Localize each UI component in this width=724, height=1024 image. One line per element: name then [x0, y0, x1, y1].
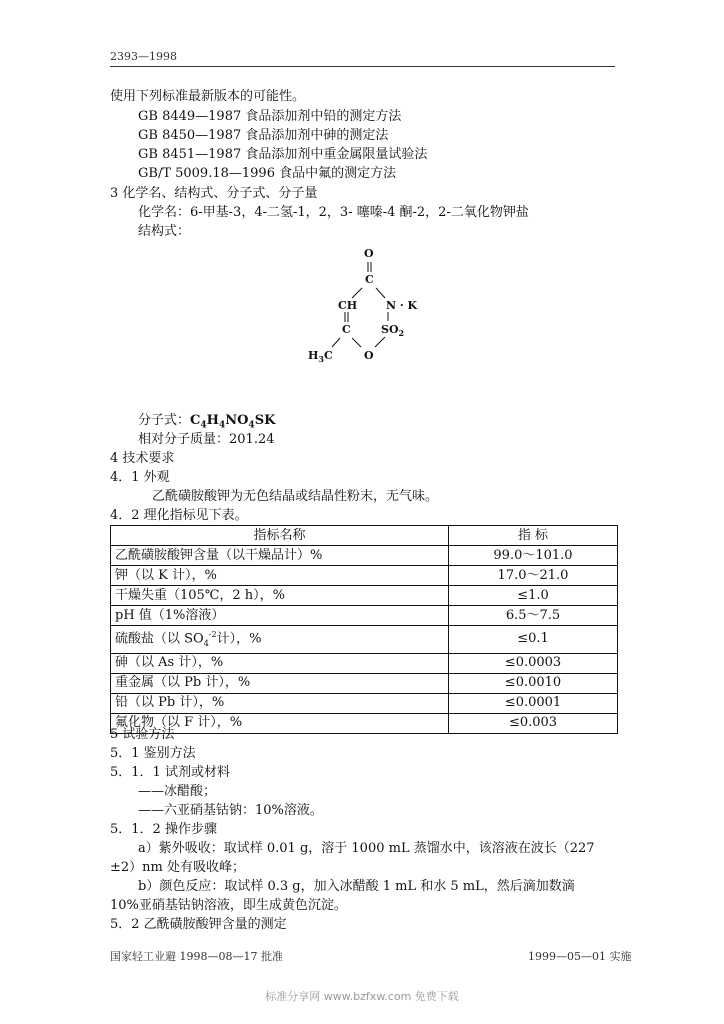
row-value: ≤0.0010 [449, 673, 618, 693]
refs-intro: 使用下列标准最新版本的可能性。 [110, 89, 306, 104]
row-value: ≤0.003 [449, 713, 618, 733]
row-name: 钾（以 K 计），% [111, 566, 449, 586]
ref-item: GB 8449—1987 食品添加剂中铅的测定方法 [138, 109, 402, 124]
row-name: 铅（以 Pb 计），% [111, 693, 449, 713]
table-row [111, 566, 618, 586]
bond-c-o [352, 338, 361, 347]
table-row [111, 693, 618, 713]
step-a-line1: a）紫外吸收：取试样 0.01 g，溶于 1000 mL 蒸馏水中，该溶液在波长（227 [138, 841, 595, 856]
row-value: 99.0～101.0 [449, 546, 618, 566]
appearance-text: 乙酰磺胺酸钾为无色结晶或结晶性粉末，无气味。 [152, 489, 439, 504]
bond-c-n [376, 288, 385, 298]
molecular-mass: 相对分子质量：201.24 [138, 432, 275, 447]
table-row [111, 606, 618, 626]
table-row [111, 546, 618, 566]
row-name: 硫酸盐（以 $SO_4^{-2}$计），% [111, 626, 449, 654]
col-header-value: 指 标 [449, 526, 618, 546]
section-5-1-1-title: 5．1．1 试剂或材料 [110, 765, 230, 780]
molecular-formula: 分子式：$C_4H_4NO_4SK$ [138, 413, 276, 431]
ref-item: GB 8451—1987 食品添加剂中重金属限量试验法 [138, 147, 428, 162]
structure-label: 结构式： [138, 224, 191, 239]
chem-name: 化学名：6-甲基-3，4-二氢-1，2，3- 噻嗪-4 酮-2，2-二氧化物钾盐 [138, 205, 529, 220]
atom-ch: CH [338, 299, 358, 312]
section-4-2-title: 4．2 理化指标见下表。 [110, 508, 248, 523]
doc-code: 2393—1998 [110, 50, 177, 63]
bond-c-ch3 [332, 338, 340, 347]
table-row [111, 626, 618, 654]
approval-date: 国家轻工业避 1998—08—17 批准 [110, 950, 283, 963]
table-row [111, 586, 618, 606]
atom-nk: N · K [386, 299, 418, 312]
atom-o-bottom: O [364, 349, 374, 362]
section-5-1-2-title: 5．1．2 操作步骤 [110, 822, 217, 837]
atom-so2: $SO_2$ [381, 323, 405, 339]
section-4-1-title: 4．1 外观 [110, 470, 170, 485]
row-value: ≤1.0 [449, 586, 618, 606]
table-row [111, 653, 618, 673]
row-name: 重金属（以 Pb 计），% [111, 673, 449, 693]
col-header-name: 指标名称 [111, 526, 449, 546]
row-value: 6.5～7.5 [449, 606, 618, 626]
ref-item: GB 8450—1987 食品添加剂中砷的测定法 [138, 128, 389, 143]
section-3-title: 3 化学名、结构式、分子式、分子量 [110, 186, 318, 201]
row-name: 砷（以 As 计），% [111, 653, 449, 673]
row-value: 17.0～21.0 [449, 566, 618, 586]
row-name: 乙酰磺胺酸钾含量（以干燥品计）% [111, 546, 449, 566]
bond-c-ch [352, 288, 362, 298]
row-value: ≤0.0003 [449, 653, 618, 673]
step-b-line2: 10%亚硝基钴钠溶液，即生成黄色沉淀。 [110, 898, 347, 913]
row-name: 氟化物（以 F 计），% [111, 713, 449, 733]
ref-item: GB/T 5009.18—1996 食品中氟的测定方法 [138, 166, 397, 181]
atom-o-top: O [364, 247, 374, 260]
section-5-2-title: 5．2 乙酰磺胺酸钾含量的测定 [110, 917, 287, 932]
reagent-item: ——冰醋酸； [138, 784, 217, 799]
atom-c-top: C [365, 273, 374, 286]
spec-table [110, 525, 618, 734]
table-row [111, 673, 618, 693]
row-name: pH 值（1%溶液） [111, 606, 449, 626]
section-4-title: 4 技术要求 [110, 451, 175, 466]
effective-date: 1999—05—01 实施 [528, 950, 632, 963]
watermark: 标准分享网 www.bzfxw.com 免费下载 [265, 990, 459, 1003]
step-b-line1: b）颜色反应：取试样 0.3 g，加入冰醋酸 1 mL 和水 5 mL，然后滴加数滴 [138, 879, 575, 894]
section-5-title: 5 试验方法 [110, 727, 175, 742]
step-a-line2: ±2）nm 处有吸收峰； [110, 860, 245, 875]
atom-h3c: $H_3C$ [308, 349, 333, 365]
table-header-row [111, 526, 618, 546]
table-row [111, 713, 618, 733]
row-name: 干燥失重（105℃，2 h），% [111, 586, 449, 606]
row-value: ≤0.1 [449, 626, 618, 654]
section-5-1-title: 5．1 鉴别方法 [110, 746, 196, 761]
reagent-item: ——六亚硝基钴钠：10%溶液。 [138, 803, 323, 818]
row-value: ≤0.0001 [449, 693, 618, 713]
atom-c-mid: C [342, 323, 351, 336]
